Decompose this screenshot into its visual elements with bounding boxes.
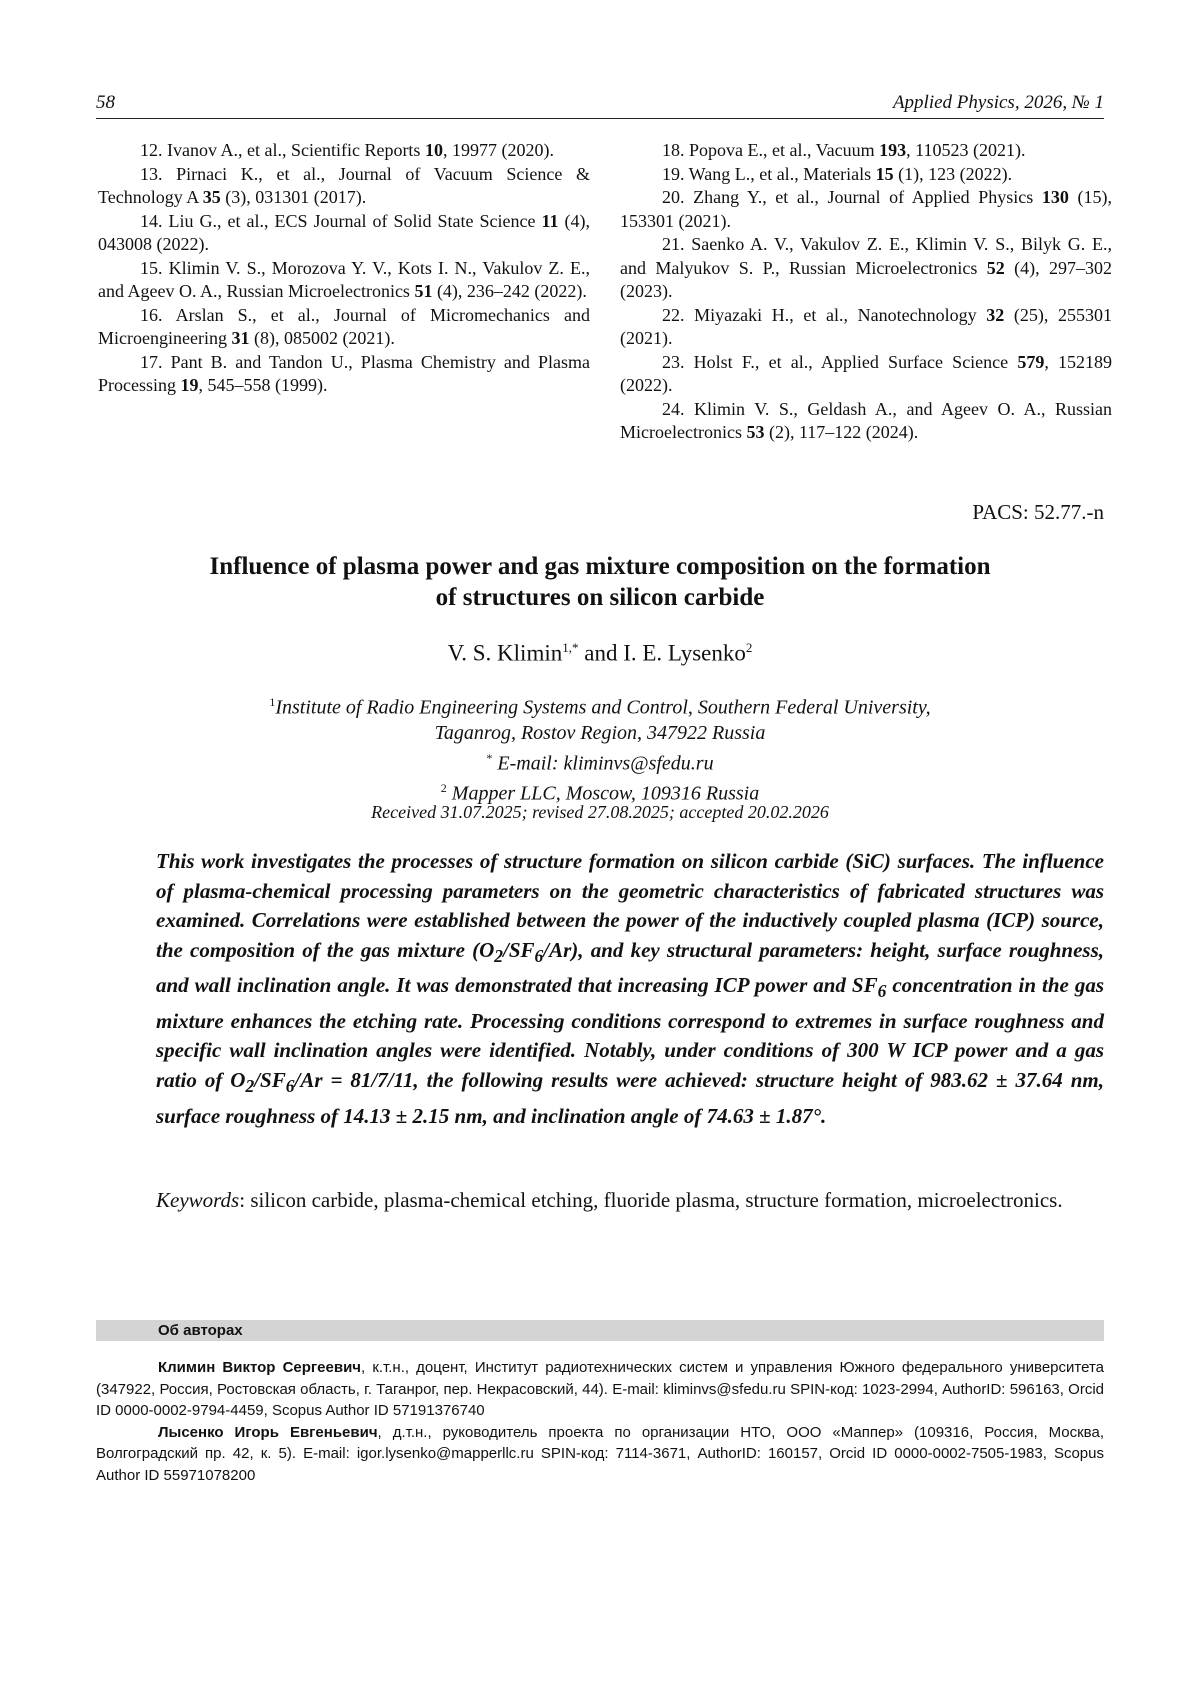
keywords: Keywords: silicon carbide, plasma-chemical etching, fluoride plasma, structure formation, microelectronics. <box>156 1188 1063 1212</box>
reference-item: 22. Miyazaki H., et al., Nanotechnology 32 (25), 255301 (2021). <box>620 304 1112 348</box>
references-left-column <box>98 139 590 398</box>
title-line: Influence of plasma power and gas mixture composition on the formation <box>209 553 991 580</box>
reference-item: 24. Klimin V. S., Geldash A., and Ageev O. A., Russian Microelectronics 53 (2), 117–122 (2024). <box>620 398 1112 442</box>
article-title <box>100 551 1100 613</box>
affiliation-1-address: Taganrog, Rostov Region, 347922 Russia <box>434 721 766 744</box>
abstract: This work investigates the processes of structure formation on silicon carbide (SiC) surfaces. The influence of plasma-chemical processing parameters on the geometric characteristics of fabricated structures was examined. Correlations were established between the power of the inductively coupled plasma (ICP) source, the composition of the gas mixture $(O_2/SF_6/Ar)$, and key structural parameters: height, surface roughness, and wall inclination angle. It was demonstrated that increasing ICP power and $SF_6$ concentration in the gas mixture enhances the etching rate. Processing conditions correspond to extremes in surface roughness and specific wall inclination angles were identified. Notably, under conditions of 300 W ICP power and a gas ratio of $O_2/SF_6/Ar = 81/7/11$, the following results were achieved: structure height of 983.62 ± 37.64 nm, surface roughness of 14.13 ± 2.15 nm, and inclination angle of 74.63 ± 1.87°. <box>156 849 1104 1128</box>
reference-item: 21. Saenko A. V., Vakulov Z. E., Klimin V. S., Bilyk G. E., and Malyukov S. P., Russian Microelectronics 52 (4), 297–302 (2023). <box>620 234 1112 301</box>
author-list: V. S. Klimin$^{1,*}$ and I. E. Lysenko$^2$ <box>447 640 753 666</box>
journal-name: Applied Physics, 2026, № 1 <box>892 92 1104 113</box>
reference-item: 13. Pirnaci K., et al., Journal of Vacuum Science & Technology A 35 (3), 031301 (2017). <box>98 163 590 207</box>
reference-item: 19. Wang L., et al., Materials 15 (1), 123 (2022). <box>662 163 1013 184</box>
title-line: of structures on silicon carbide <box>435 584 765 611</box>
page-number: 58 <box>96 92 115 113</box>
reference-item: 16. Arslan S., et al., Journal of Micromechanics and Microengineering 31 (8), 085002 (2021). <box>98 304 590 348</box>
author-bio: Лысенко Игорь Евгеньевич, д.т.н., руководитель проекта по организации НТО, ООО «Маппер» (109316, Россия, Москва, Волгоградский пр. 42, к. 5). E-mail: igor.lysenko@mapperllc.ru SPIN-код: 7114-3671, AuthorID: 160157, Orcid ID 0000-0002-7505-1983, Scopus Author ID 55971078200 <box>96 1423 1104 1484</box>
affiliations <box>100 690 1100 807</box>
references-right-column <box>620 139 1112 445</box>
pacs-code: PACS: 52.77.-n <box>972 500 1104 524</box>
affiliation-1: $^1$Institute of Radio Engineering Systems and Control, Southern Federal University, <box>269 695 931 719</box>
author-bios <box>96 1357 1104 1486</box>
reference-item: 15. Klimin V. S., Morozova Y. V., Kots I. N., Vakulov Z. E., and Ageev O. A., Russian Microelectronics 51 (4), 236–242 (2022). <box>98 257 590 301</box>
reference-item: 20. Zhang Y., et al., Journal of Applied Physics 130 (15), 153301 (2021). <box>620 187 1112 231</box>
keywords-label: Keywords <box>156 1188 240 1212</box>
author-name: I. E. Lysenko <box>623 640 746 666</box>
author-email: * E-mail: kliminvs@sfedu.ru <box>486 750 714 775</box>
reference-item: 14. Liu G., et al., ECS Journal of Solid State Science 11 (4), 043008 (2022). <box>98 210 590 254</box>
about-authors-heading: Об авторах <box>96 1320 1104 1341</box>
author-bio: Климин Виктор Сергеевич, к.т.н., доцент, Институт радиотехнических систем и управления Южного федерального университета (347922, Россия, Ростовская область, г. Таганрог, пер. Некрасовский, 44). E-mail: kliminvs@sfedu.ru SPIN-код: 1023-2994, AuthorID: 596163, Orcid ID 0000-0002-9794-4459, Scopus Author ID 57191376740 <box>96 1359 1104 1419</box>
affiliation-2: $^2$ Mapper LLC, Moscow, 109316 Russia <box>440 781 760 805</box>
reference-item: 23. Holst F., et al., Applied Surface Science 579, 152189 (2022). <box>620 351 1112 395</box>
running-header <box>96 92 1104 119</box>
author-name: V. S. Klimin <box>447 640 563 666</box>
reference-item: 17. Pant B. and Tandon U., Plasma Chemistry and Plasma Processing 19, 545–558 (1999). <box>98 351 590 395</box>
received-dates: Received 31.07.2025; revised 27.08.2025; accepted 20.02.2026 <box>371 802 829 822</box>
reference-item: 18. Popova E., et al., Vacuum 193, 110523 (2021). <box>662 140 1026 160</box>
reference-item: 12. Ivanov A., et al., Scientific Reports 10, 19977 (2020). <box>140 140 554 160</box>
